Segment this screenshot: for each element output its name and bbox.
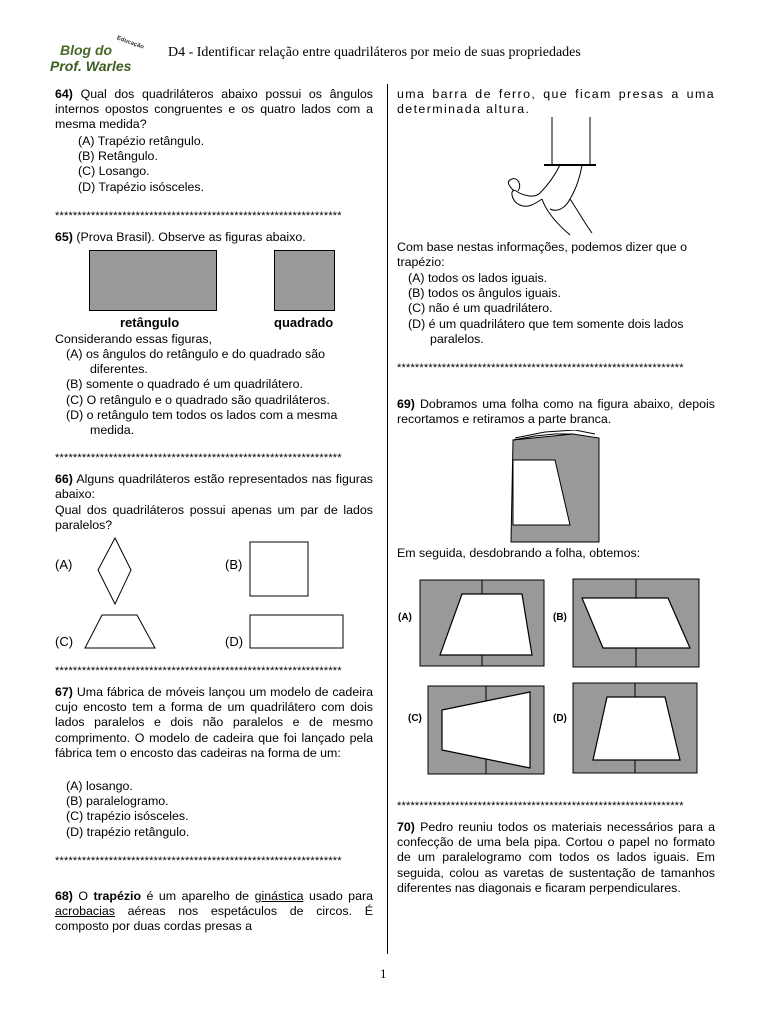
q69-figure-c [428, 686, 544, 774]
q67-option-c: (C) trapézio isósceles. [66, 809, 189, 824]
q67-number: 67) [55, 685, 73, 699]
q66-label-c: (C) [55, 634, 74, 649]
q64-option-b: (B) Retângulo. [78, 149, 158, 164]
q64-option-c: (C) Losango. [78, 164, 150, 179]
rectangle-label: retângulo [120, 315, 180, 330]
q68-continued: uma barra de ferro, que ficam presas a uma determinada altura. [397, 87, 715, 117]
separator-1: **************************************************************** [55, 210, 342, 222]
q68-link-acrobacias[interactable]: acrobacias [55, 904, 115, 919]
q66-label-a: (A) [55, 557, 73, 572]
q66-label-b: (B) [225, 557, 243, 572]
logo-line2: Prof. Warles [50, 58, 132, 74]
q69-label-d: (D) [553, 713, 567, 724]
q64-option-d: (D) Trapézio isósceles. [78, 179, 205, 194]
q69-after: Em seguida, desdobrando a folha, obtemos: [397, 546, 641, 560]
q70-text: Pedro reuniu todos os materiais necessários para a confecção de uma bela pipa. Cortou o papel no formato de um paralelogramo com todos os lados iguais. Em seguida, colou as varetas de sustentação de tamanhos diferentes nas diagonais e ficaram perpendiculares. [397, 820, 715, 895]
q66-number: 66) [55, 472, 73, 486]
q65-prompt: Considerando essas figuras, [55, 332, 213, 346]
q67-option-b: (B) paralelogramo. [66, 794, 169, 809]
q68-bold-word: trapézio [93, 889, 142, 903]
q69-label-a: (A) [398, 612, 412, 623]
q65-number: 65) [55, 230, 73, 244]
q68-option-a: (A) todos os lados iguais. [408, 271, 548, 285]
q69-figure-b [573, 579, 699, 667]
q67-option-a: (A) losango. [66, 779, 133, 793]
separator-5: **************************************************************** [397, 362, 684, 374]
page-title: D4 - Identificar relação entre quadriláteros por meio de suas propriedades [168, 45, 581, 60]
q66-label-d: (D) [225, 634, 244, 649]
q68-number: 68) [55, 889, 73, 903]
separator-2: **************************************************************** [55, 452, 342, 464]
q69-label-b: (B) [553, 612, 567, 623]
q68-prompt: Com base nestas informações, podemos dizer que o trapézio: [397, 240, 687, 270]
q64-option-a: (A) Trapézio retângulo. [78, 134, 205, 148]
q65-option-d: (D) o retângulo tem todos os lados com a mesma medida. [66, 407, 338, 438]
q69-text: Dobramos uma folha como na figura abaixo, depois recortamos e retiramos a parte branca. [397, 397, 715, 427]
q68-option-c: (C) não é um quadrilátero. [408, 301, 553, 316]
q66-text: Alguns quadriláteros estão representados nas figuras abaixo: [55, 472, 373, 502]
q65-option-c: (C) O retângulo e o quadrado são quadriláteros. [66, 392, 330, 407]
q65-option-b: (B) somente o quadrado é um quadrilátero. [66, 377, 303, 392]
q69-number: 69) [397, 397, 415, 411]
q64-number: 64) [55, 87, 73, 101]
q68-rest: aéreas nos espetáculos de circos. É composto por duas cordas presas a [55, 904, 373, 934]
q68-option-d: (D) é um quadrilátero que tem somente dois lados paralelos. [408, 316, 684, 346]
q68-link-ginastica[interactable]: ginástica [254, 889, 304, 903]
q65-text: (Prova Brasil). Observe as figuras abaixo. [76, 230, 306, 244]
q69-label-c: (C) [408, 713, 422, 724]
q68-option-b: (B) todos os ângulos iguais. [408, 286, 561, 301]
q69-figure-d [573, 683, 697, 773]
square-label: quadrado [274, 315, 334, 330]
q68-mid2: usado para [308, 889, 373, 903]
page-number: 1 [380, 966, 387, 981]
separator-4: **************************************************************** [55, 855, 342, 867]
logo-line1: Blog do [60, 42, 113, 58]
q67-option-d: (D) trapézio retângulo. [66, 824, 190, 839]
q69-figure-a [420, 580, 544, 666]
q66-question: Qual dos quadriláteros possui apenas um par de lados paralelos? [55, 503, 373, 533]
separator-3: **************************************************************** [55, 665, 342, 677]
q64-text: Qual dos quadriláteros abaixo possui os ângulos internos opostos congruentes e os quatro lados com a mesma medida? [55, 87, 373, 132]
q70-statement [397, 820, 715, 896]
q68-pre: O [78, 889, 89, 903]
q65-option-a: (A) os ângulos do retângulo e do quadrado são diferentes. [66, 347, 326, 377]
q68-mid1: é um aparelho de [146, 889, 250, 903]
logo-badge: Educação [115, 35, 145, 51]
q70-number: 70) [397, 820, 415, 834]
separator-6: **************************************************************** [397, 800, 684, 812]
q67-text: Uma fábrica de móveis lançou um modelo de cadeira cujo encosto tem a forma de um quadrilátero com dois lados paralelos e dois não paralelos e de mesmo comprimento. O modelo de cadeira que foi lançado pela fábrica tem o encosto das cadeiras na forma de um: [55, 685, 373, 760]
